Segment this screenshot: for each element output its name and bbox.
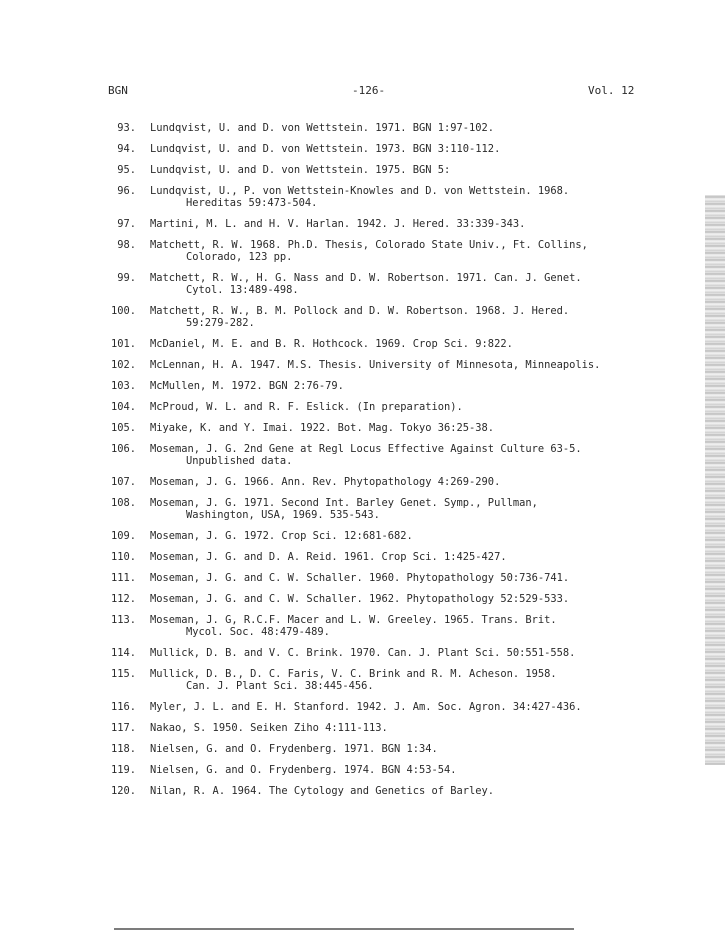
scan-edge-artifact <box>705 195 725 765</box>
reference-number: 107. <box>110 476 136 488</box>
reference-text: Martini, M. L. and H. V. Harlan. 1942. J. Hered. 33:339-343. <box>150 218 526 230</box>
reference-text: Nilan, R. A. 1964. The Cytology and Genetics of Barley. <box>150 785 495 797</box>
reference-text-continued: Colorado, 123 pp. <box>186 251 293 263</box>
reference-text-continued: Hereditas 59:473-504. <box>186 197 318 209</box>
reference-item <box>0 701 725 713</box>
reference-text-continued: Mycol. Soc. 48:479-489. <box>186 626 330 638</box>
reference-number: 114. <box>110 647 136 659</box>
reference-item <box>0 422 725 434</box>
reference-item <box>0 593 725 605</box>
reference-text: Moseman, J. G. 1966. Ann. Rev. Phytopathology 4:269-290. <box>150 476 501 488</box>
reference-item <box>0 572 725 584</box>
reference-text: Mullick, D. B. and V. C. Brink. 1970. Can. J. Plant Sci. 50:551-558. <box>150 647 576 659</box>
reference-number: 106. <box>110 443 136 455</box>
reference-text: Myler, J. L. and E. H. Stanford. 1942. J. Am. Soc. Agron. 34:427-436. <box>150 701 582 713</box>
reference-number: 115. <box>110 668 136 680</box>
journal-abbrev: BGN <box>108 84 128 97</box>
reference-text: Lundqvist, U., P. von Wettstein-Knowles and D. von Wettstein. 1968. <box>150 185 570 197</box>
reference-item <box>0 359 725 371</box>
reference-number: 100. <box>110 305 136 317</box>
reference-text: Matchett, R. W., H. G. Nass and D. W. Robertson. 1971. Can. J. Genet. <box>150 272 582 284</box>
reference-item <box>0 743 725 755</box>
reference-item <box>0 497 725 521</box>
reference-number: 105. <box>110 422 136 434</box>
reference-text: Mullick, D. B., D. C. Faris, V. C. Brink and R. M. Acheson. 1958. <box>150 668 557 680</box>
reference-text: Nielsen, G. and O. Frydenberg. 1974. BGN 4:53-54. <box>150 764 457 776</box>
reference-text: Moseman, J. G. 2nd Gene at Regl Locus Effective Against Culture 63-5. <box>150 443 582 455</box>
reference-item <box>0 476 725 488</box>
reference-number: 99. <box>117 272 136 284</box>
reference-number: 111. <box>110 572 136 584</box>
reference-text: Moseman, J. G. and D. A. Reid. 1961. Crop Sci. 1:425-427. <box>150 551 507 563</box>
reference-text: Matchett, R. W., B. M. Pollock and D. W. Robertson. 1968. J. Hered. <box>150 305 570 317</box>
reference-number: 103. <box>110 380 136 392</box>
reference-text-continued: Can. J. Plant Sci. 38:445-456. <box>186 680 374 692</box>
reference-item <box>0 443 725 467</box>
reference-text: Moseman, J. G. and C. W. Schaller. 1962. Phytopathology 52:529-533. <box>150 593 570 605</box>
reference-text-continued: Unpublished data. <box>186 455 293 467</box>
reference-text: Moseman, J. G. and C. W. Schaller. 1960. Phytopathology 50:736-741. <box>150 572 570 584</box>
reference-item <box>0 785 725 797</box>
reference-list <box>0 122 725 806</box>
reference-text: McProud, W. L. and R. F. Eslick. (In preparation). <box>150 401 463 413</box>
reference-item <box>0 239 725 263</box>
reference-item <box>0 338 725 350</box>
reference-text: Lundqvist, U. and D. von Wettstein. 1975. BGN 5: <box>150 164 451 176</box>
reference-number: 112. <box>110 593 136 605</box>
reference-text: Moseman, J. G, R.C.F. Macer and L. W. Greeley. 1965. Trans. Brit. <box>150 614 557 626</box>
reference-text: McLennan, H. A. 1947. M.S. Thesis. University of Minnesota, Minneapolis. <box>150 359 601 371</box>
reference-text: Miyake, K. and Y. Imai. 1922. Bot. Mag. Tokyo 36:25-38. <box>150 422 495 434</box>
reference-number: 104. <box>110 401 136 413</box>
reference-number: 120. <box>110 785 136 797</box>
reference-item <box>0 647 725 659</box>
reference-text: Nakao, S. 1950. Seiken Ziho 4:111-113. <box>150 722 388 734</box>
reference-text-continued: Washington, USA, 1969. 535-543. <box>186 509 380 521</box>
reference-number: 97. <box>117 218 136 230</box>
reference-number: 118. <box>110 743 136 755</box>
reference-text: Lundqvist, U. and D. von Wettstein. 1973. BGN 3:110-112. <box>150 143 501 155</box>
reference-number: 94. <box>117 143 136 155</box>
reference-item <box>0 185 725 209</box>
reference-number: 98. <box>117 239 136 251</box>
reference-item <box>0 530 725 542</box>
reference-text: McMullen, M. 1972. BGN 2:76-79. <box>150 380 344 392</box>
reference-item <box>0 764 725 776</box>
reference-item <box>0 218 725 230</box>
bottom-rule <box>114 928 574 930</box>
reference-number: 108. <box>110 497 136 509</box>
reference-text: Nielsen, G. and O. Frydenberg. 1971. BGN 1:34. <box>150 743 438 755</box>
reference-number: 116. <box>110 701 136 713</box>
reference-text: Moseman, J. G. 1971. Second Int. Barley Genet. Symp., Pullman, <box>150 497 538 509</box>
reference-number: 119. <box>110 764 136 776</box>
reference-text: Lundqvist, U. and D. von Wettstein. 1971. BGN 1:97-102. <box>150 122 495 134</box>
reference-number: 93. <box>117 122 136 134</box>
reference-text-continued: 59:279-282. <box>186 317 255 329</box>
page-number: -126- <box>352 84 386 97</box>
reference-number: 101. <box>110 338 136 350</box>
reference-number: 110. <box>110 551 136 563</box>
reference-number: 96. <box>117 185 136 197</box>
reference-item <box>0 143 725 155</box>
reference-item <box>0 122 725 134</box>
reference-item <box>0 272 725 296</box>
reference-text: Matchett, R. W. 1968. Ph.D. Thesis, Colorado State Univ., Ft. Collins, <box>150 239 588 251</box>
reference-item <box>0 551 725 563</box>
reference-text-continued: Cytol. 13:489-498. <box>186 284 299 296</box>
reference-number: 102. <box>110 359 136 371</box>
page-header <box>0 84 725 98</box>
reference-item <box>0 722 725 734</box>
reference-number: 95. <box>117 164 136 176</box>
volume-label: Vol. 12 <box>588 84 635 97</box>
reference-text: Moseman, J. G. 1972. Crop Sci. 12:681-682. <box>150 530 413 542</box>
reference-item <box>0 614 725 638</box>
reference-item <box>0 668 725 692</box>
reference-number: 117. <box>110 722 136 734</box>
reference-item <box>0 380 725 392</box>
reference-text: McDaniel, M. E. and B. R. Hothcock. 1969. Crop Sci. 9:822. <box>150 338 513 350</box>
reference-item <box>0 164 725 176</box>
reference-item <box>0 401 725 413</box>
reference-item <box>0 305 725 329</box>
reference-number: 113. <box>110 614 136 626</box>
reference-number: 109. <box>110 530 136 542</box>
